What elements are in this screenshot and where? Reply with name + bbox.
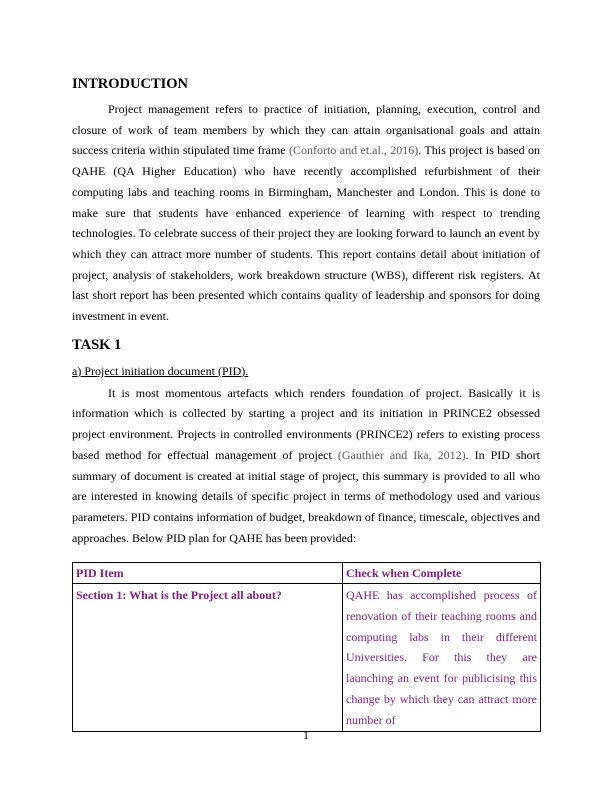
intro-text-part2: . This project is based on QAHE (QA Higher Education) who have recently accomplished refurbishment of their computing labs and teaching rooms in Birmingham, Manchester and London. This is done to make sure that students have enhanced experience of learning with respect to trending technologies. To celebrate success of their project they are looking forward to launch an event by which they can attract more number of students. This report contains detail about initiation of project, analysis of stakeholders, work breakdown structure (WBS), different risk registers. At last short report has been presented which contains quality of leadership and sponsors for doing investment in event.: [72, 143, 541, 324]
pid-subheading: a) Project initiation document (PID).: [72, 363, 249, 378]
check-complete-header: Check when Complete: [343, 563, 541, 584]
pid-table: [72, 562, 541, 732]
pid-text-part1: It is most momentous artefacts which renders foundation of project. Basically it is information which is collected by starting a project and its initiation in PRINCE2 obsessed project environment. Projects in controlled environments (PRINCE2) refers to existing process based method for effectual management of project: [72, 385, 540, 462]
pid-paragraph: [72, 383, 540, 549]
introduction-heading: INTRODUCTION: [72, 76, 189, 92]
intro-text-part1: Project management refers to practice of initiation, planning, execution, control and closure of work of team members by which they can attain organisational goals and attain success criteria within stipulated time frame: [72, 102, 540, 158]
pid-text-part2: . In PID short summary of document is created at initial stage of project, this summary is provided to all who are interested in knowing details of specific project in terms of methodology used and various parameters. PID contains information of budget, breakdown of finance, timescale, objectives and approaches. Below PID plan for QAHE has been provided:: [72, 447, 540, 545]
section1-item: Section 1: What is the Project all about?: [73, 584, 343, 732]
section1-description: QAHE has accomplished process of renovation of their teaching rooms and computing labs in their different Universities. For this they are launching an event for publicising this change by which they can attract more number of: [343, 584, 541, 732]
table-header-row: [73, 563, 541, 584]
page-number: 1: [303, 728, 309, 742]
introduction-paragraph: [72, 99, 540, 327]
task1-heading: TASK 1: [72, 336, 122, 353]
pid-item-header: PID Item: [73, 563, 343, 584]
citation-conforto: (Conforto and et.al., 2016): [289, 143, 419, 158]
page-content: [72, 74, 540, 732]
citation-gauthier: (Gauthier and Ika, 2012): [337, 447, 466, 462]
table-row: [73, 584, 541, 732]
